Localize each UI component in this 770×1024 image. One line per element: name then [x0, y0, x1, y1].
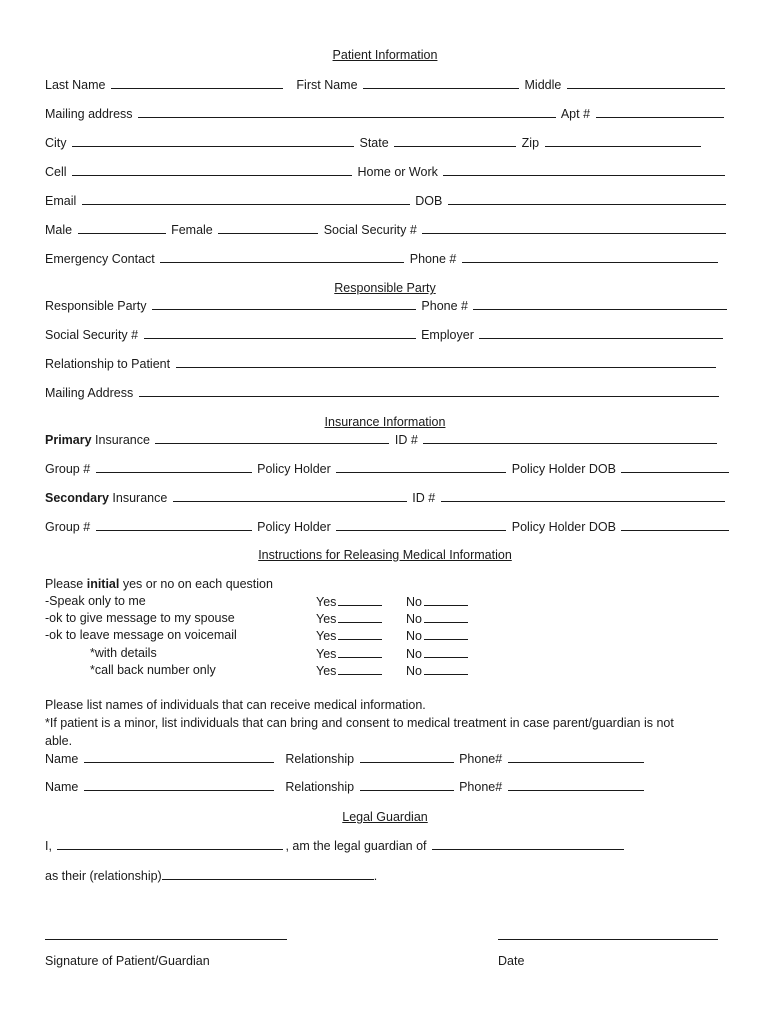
- no-label: No: [406, 664, 422, 678]
- secondary-policy-holder-label: Policy Holder: [257, 520, 331, 534]
- responsible-address-label: Mailing Address: [45, 386, 134, 400]
- email-row: [45, 192, 728, 209]
- individual-row: [45, 750, 646, 767]
- individual-row: [45, 778, 646, 795]
- responsible-party-field[interactable]: [152, 297, 416, 310]
- emergency-contact-field[interactable]: [160, 250, 404, 263]
- instructions-intro: [45, 576, 273, 592]
- city-row: [45, 134, 703, 151]
- yes-label: Yes: [316, 629, 337, 643]
- secondary-policy-holder-dob-field[interactable]: [621, 518, 729, 531]
- legal-guardian-heading: Legal Guardian: [342, 810, 428, 824]
- primary-insurance-field[interactable]: [155, 431, 389, 444]
- first-name-label: First Name: [296, 78, 358, 92]
- apt-field[interactable]: [596, 105, 724, 118]
- primary-group-row: [45, 460, 731, 477]
- responsible-phone-field[interactable]: [473, 297, 727, 310]
- secondary-policy-holder-dob-label: Policy Holder DOB: [511, 520, 616, 534]
- individual-name-field[interactable]: [84, 750, 274, 763]
- no-label: No: [406, 629, 422, 643]
- yes-label: Yes: [316, 595, 337, 609]
- primary-group-label: Group #: [45, 462, 91, 476]
- individual-name-label: Name: [45, 780, 79, 794]
- secondary-policy-holder-field[interactable]: [336, 518, 506, 531]
- secondary-label: Secondary: [45, 491, 109, 505]
- secondary-group-label: Group #: [45, 520, 91, 534]
- secondary-insurance-field[interactable]: [173, 489, 407, 502]
- yes-option: [316, 593, 384, 610]
- no-label: No: [406, 647, 422, 661]
- yes-label: Yes: [316, 647, 337, 661]
- employer-label: Employer: [421, 328, 474, 342]
- city-field[interactable]: [72, 134, 354, 147]
- mailing-address-field[interactable]: [138, 105, 556, 118]
- no-label: No: [406, 612, 422, 626]
- individual-phone-label: Phone#: [459, 752, 503, 766]
- email-field[interactable]: [82, 192, 410, 205]
- minor-note-line1: *If patient is a minor, list individuals that can bring and consent to medical treatment in case parent/guardian is not: [45, 716, 674, 730]
- yes-option: [316, 610, 384, 627]
- no-option: [406, 593, 470, 610]
- individual-relationship-field[interactable]: [360, 778, 454, 791]
- cell-field[interactable]: [72, 163, 352, 176]
- primary-group-field[interactable]: [96, 460, 252, 473]
- question-speak-only-to-me: -Speak only to me: [45, 594, 146, 608]
- yes-field[interactable]: [338, 610, 382, 623]
- yes-option: [316, 662, 384, 679]
- primary-label: Primary: [45, 433, 92, 447]
- female-label: Female: [171, 223, 213, 237]
- primary-policy-holder-label: Policy Holder: [257, 462, 331, 476]
- last-name-label: Last Name: [45, 78, 106, 92]
- signature-label: Signature of Patient/Guardian: [45, 954, 210, 968]
- individual-phone-field[interactable]: [508, 750, 644, 763]
- secondary-group-field[interactable]: [96, 518, 252, 531]
- guardian-period: .: [373, 869, 378, 883]
- middle-label: Middle: [524, 78, 562, 92]
- employer-field[interactable]: [479, 326, 723, 339]
- apt-label: Apt #: [560, 107, 591, 121]
- individuals-intro: Please list names of individuals that can receive medical information.: [45, 698, 426, 712]
- individual-phone-field[interactable]: [508, 778, 644, 791]
- no-field[interactable]: [424, 627, 468, 640]
- yes-field[interactable]: [338, 645, 382, 658]
- responsible-party-row: [45, 297, 729, 314]
- dob-label: DOB: [415, 194, 443, 208]
- male-label: Male: [45, 223, 73, 237]
- male-field[interactable]: [78, 221, 166, 234]
- no-field[interactable]: [424, 610, 468, 623]
- ssn-label: Social Security #: [323, 223, 417, 237]
- zip-field[interactable]: [545, 134, 701, 147]
- individual-name-field[interactable]: [84, 778, 274, 791]
- no-label: No: [406, 595, 422, 609]
- no-field[interactable]: [424, 662, 468, 675]
- yes-label: Yes: [316, 664, 337, 678]
- emergency-phone-field[interactable]: [462, 250, 718, 263]
- guardian-relationship-row: [45, 867, 377, 884]
- insurance-information-heading: Insurance Information: [324, 415, 446, 429]
- as-their-relationship-label: as their (relationship): [45, 869, 162, 883]
- date-line[interactable]: [498, 939, 718, 940]
- patient-information-heading: Patient Information: [332, 48, 438, 62]
- date-label: Date: [498, 954, 525, 968]
- secondary-id-label: ID #: [412, 491, 436, 505]
- first-name-field[interactable]: [363, 76, 519, 89]
- question-voicemail: -ok to leave message on voicemail: [45, 628, 237, 642]
- last-name-field[interactable]: [111, 76, 283, 89]
- responsible-address-row: [45, 384, 721, 401]
- emergency-phone-label: Phone #: [409, 252, 457, 266]
- primary-insurance-label: Insurance: [95, 433, 150, 447]
- guardian-relationship-field[interactable]: [162, 867, 374, 880]
- instructions-initial: initial: [86, 577, 120, 591]
- relationship-label: Relationship to Patient: [45, 357, 171, 371]
- name-row: [45, 76, 727, 93]
- instructions-please: Please: [45, 577, 84, 591]
- mailing-address-row: [45, 105, 726, 122]
- secondary-insurance-row: [45, 489, 727, 506]
- female-field[interactable]: [218, 221, 318, 234]
- zip-label: Zip: [521, 136, 540, 150]
- email-label: Email: [45, 194, 77, 208]
- responsible-address-field[interactable]: [139, 384, 719, 397]
- guardian-of-label: , am the legal guardian of: [285, 839, 427, 853]
- no-option: [406, 627, 470, 644]
- responsible-party-label: Responsible Party: [45, 299, 147, 313]
- primary-id-field[interactable]: [423, 431, 717, 444]
- mailing-address-label: Mailing address: [45, 107, 133, 121]
- no-field[interactable]: [424, 593, 468, 606]
- ssn-field[interactable]: [422, 221, 726, 234]
- yes-option: [316, 627, 384, 644]
- relationship-field[interactable]: [176, 355, 716, 368]
- individual-relationship-label: Relationship: [285, 752, 355, 766]
- no-option: [406, 610, 470, 627]
- individual-phone-label: Phone#: [459, 780, 503, 794]
- individual-name-label: Name: [45, 752, 79, 766]
- guardian-of-field[interactable]: [432, 837, 624, 850]
- question-call-back-number: *call back number only: [90, 663, 216, 677]
- instructions-rest: yes or no on each question: [122, 577, 273, 591]
- guardian-name-field[interactable]: [57, 837, 283, 850]
- sex-ssn-row: [45, 221, 728, 238]
- patient-signature-line[interactable]: [45, 939, 287, 940]
- primary-insurance-row: [45, 431, 719, 448]
- individual-relationship-field[interactable]: [360, 750, 454, 763]
- no-option: [406, 662, 470, 679]
- responsible-ssn-row: [45, 326, 725, 343]
- no-option: [406, 645, 470, 662]
- home-work-field[interactable]: [443, 163, 725, 176]
- home-work-label: Home or Work: [357, 165, 438, 179]
- primary-policy-holder-field[interactable]: [336, 460, 506, 473]
- yes-option: [316, 645, 384, 662]
- responsible-ssn-label: Social Security #: [45, 328, 139, 342]
- dob-field[interactable]: [448, 192, 726, 205]
- primary-policy-holder-dob-label: Policy Holder DOB: [511, 462, 616, 476]
- yes-field[interactable]: [338, 593, 382, 606]
- primary-id-label: ID #: [394, 433, 418, 447]
- yes-field[interactable]: [338, 627, 382, 640]
- instructions-heading: Instructions for Releasing Medical Information: [258, 548, 512, 562]
- guardian-statement-row: [45, 837, 626, 854]
- state-field[interactable]: [394, 134, 516, 147]
- middle-name-field[interactable]: [567, 76, 725, 89]
- minor-note-line2: able.: [45, 734, 73, 748]
- emergency-contact-label: Emergency Contact: [45, 252, 155, 266]
- no-field[interactable]: [424, 645, 468, 658]
- secondary-id-field[interactable]: [441, 489, 725, 502]
- city-label: City: [45, 136, 67, 150]
- yes-label: Yes: [316, 612, 337, 626]
- question-with-details: *with details: [90, 646, 157, 660]
- yes-field[interactable]: [338, 662, 382, 675]
- individual-relationship-label: Relationship: [285, 780, 355, 794]
- emergency-row: [45, 250, 720, 267]
- phone-row: [45, 163, 727, 180]
- responsible-party-heading: Responsible Party: [334, 281, 436, 295]
- relationship-row: [45, 355, 718, 372]
- question-message-spouse: -ok to give message to my spouse: [45, 611, 235, 625]
- responsible-ssn-field[interactable]: [144, 326, 416, 339]
- secondary-insurance-label: Insurance: [112, 491, 168, 505]
- guardian-i-label: I,: [45, 839, 52, 853]
- cell-label: Cell: [45, 165, 67, 179]
- secondary-group-row: [45, 518, 731, 535]
- primary-policy-holder-dob-field[interactable]: [621, 460, 729, 473]
- state-label: State: [359, 136, 389, 150]
- responsible-phone-label: Phone #: [421, 299, 468, 313]
